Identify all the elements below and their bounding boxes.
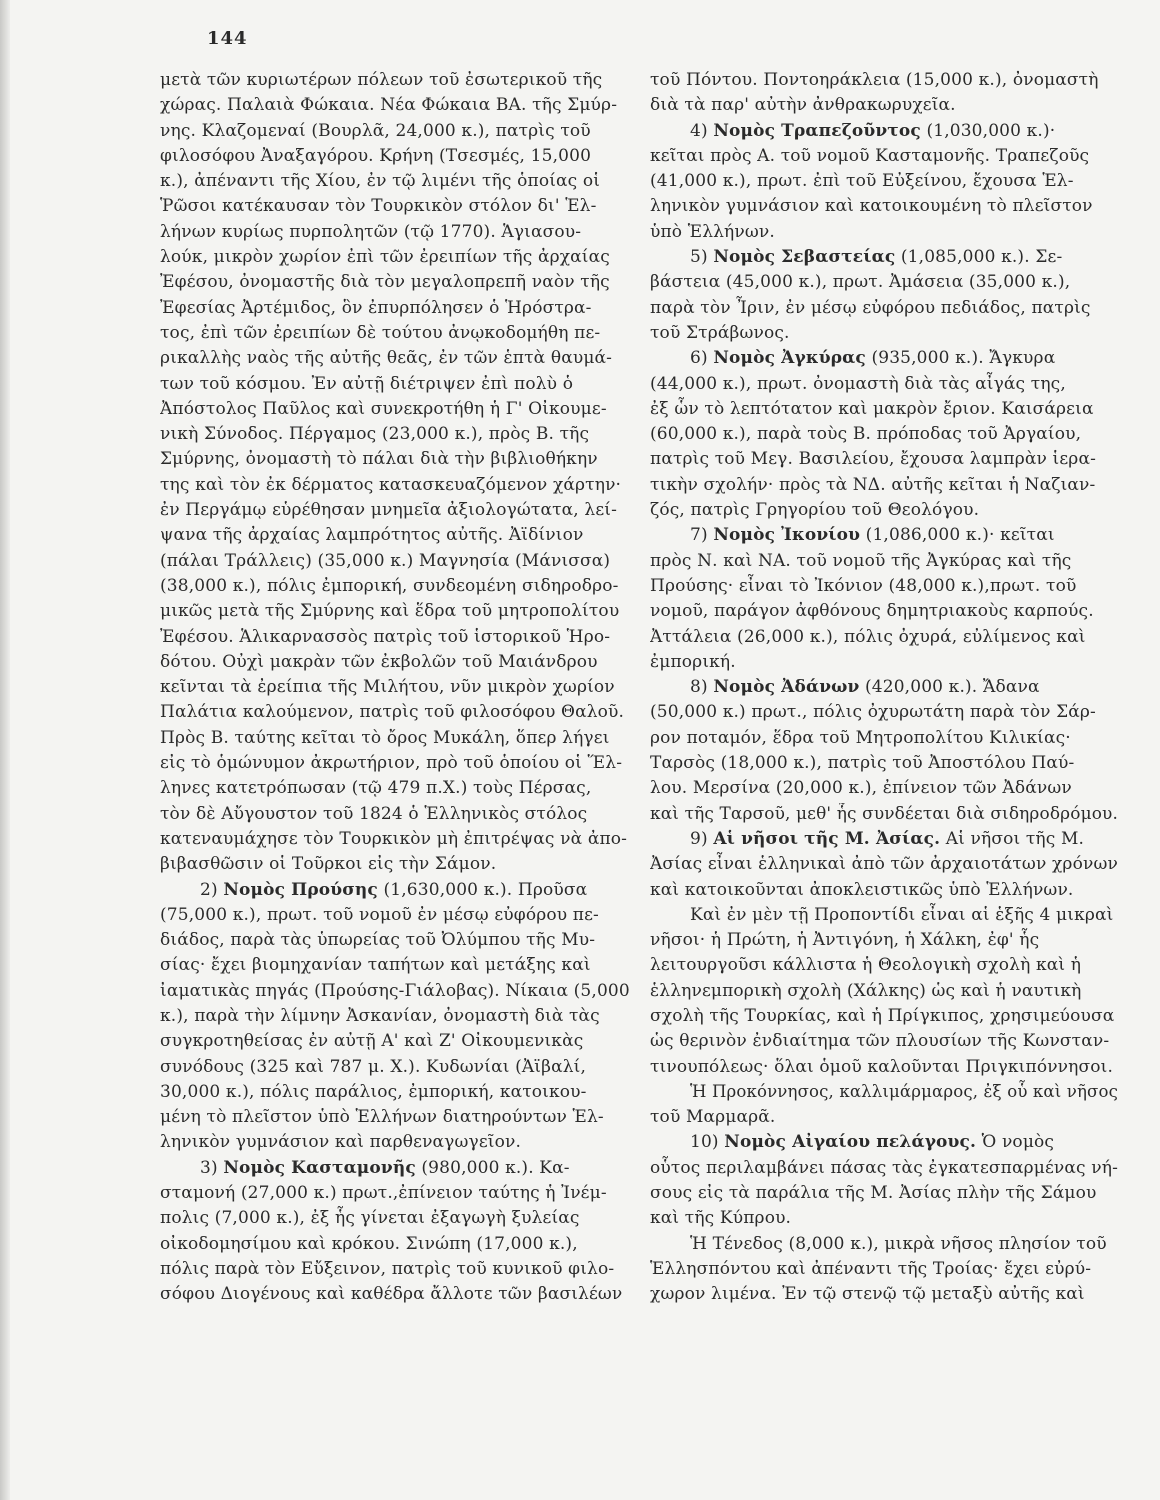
text-line	[160, 903, 632, 928]
text-line	[650, 245, 1118, 270]
text-line	[650, 296, 1118, 321]
line-text: Παλάτια καλούμενον, πατρὶς τοῦ φιλοσόφου Θαλοῦ.	[160, 702, 625, 723]
text-line	[160, 220, 632, 245]
text-line	[160, 523, 632, 548]
text-line	[650, 599, 1118, 624]
text-line	[160, 625, 632, 650]
section-heading: Νομὸς Προύσης	[223, 879, 378, 900]
text-line	[650, 574, 1118, 599]
line-text: (420,000 κ.). Ἄδανα	[859, 677, 1040, 698]
text-line	[160, 119, 632, 144]
text-line	[650, 447, 1118, 472]
line-text: Πρὸς Β. ταύτης κεῖται τὸ ὄρος Μυκάλη, ὅπερ λήγει	[160, 727, 610, 748]
text-line	[160, 1029, 632, 1054]
line-text: τὸν δὲ Αὔγουστον τοῦ 1824 ὁ Ἑλληνικὸς στόλος	[160, 803, 588, 824]
line-text: ψανα τῆς ἀρχαίας λαμπρότητος αὐτῆς. Ἀϊδίνιον	[160, 525, 584, 546]
text-line	[650, 422, 1118, 447]
text-line	[650, 1029, 1118, 1054]
line-text: βάστεια (45,000 κ.), πρωτ. Ἀμάσεια (35,000 κ.),	[650, 272, 1071, 293]
line-text: συνόδους (325 καὶ 787 μ. Χ.). Κυδωνίαι (Ἀϊβαλί,	[160, 1056, 587, 1077]
text-line	[160, 498, 632, 523]
line-text: μένη τὸ πλεῖστον ὑπὸ Ἑλλήνων διατηρούντων Ἑλ-	[160, 1107, 604, 1128]
text-line	[160, 827, 632, 852]
line-text: Ὁ νομὸς	[976, 1132, 1055, 1153]
text-line	[160, 700, 632, 725]
text-line	[160, 1105, 632, 1130]
text-line	[650, 1055, 1118, 1080]
line-text: Ἐφεσίας Ἀρτέμιδος, ὃν ἐπυρπόλησεν ὁ Ἡρόστρα-	[160, 297, 592, 318]
line-text: ἐν Περγάμῳ εὑρέθησαν μνημεῖα ἀξιολογώτατα, λεί-	[160, 500, 617, 521]
text-line	[650, 270, 1118, 295]
line-text: Ἡ Προκόννησος, καλλιμάρμαρος, ἐξ οὗ καὶ νῆσος	[690, 1081, 1118, 1102]
text-line	[160, 675, 632, 700]
text-line	[160, 1206, 632, 1231]
text-line	[650, 928, 1118, 953]
text-line	[650, 776, 1118, 801]
text-line	[650, 1130, 1118, 1155]
section-heading: Νομὸς Τραπεζοῦντος	[713, 120, 921, 141]
line-text: Ἀπόστολος Παῦλος καὶ συνεκροτήθη ἡ Γ' Οἰκουμε-	[160, 398, 607, 419]
text-line	[160, 397, 632, 422]
section-heading: Νομὸς Κασταμονῆς	[223, 1157, 416, 1178]
text-line	[160, 93, 632, 118]
text-line	[160, 473, 632, 498]
section-number: 10)	[690, 1132, 725, 1153]
line-text: διὰ τὰ παρ' αὐτὴν ἀνθρακωρυχεῖα.	[650, 95, 956, 116]
text-line	[650, 625, 1118, 650]
right-text-column	[650, 68, 1118, 1308]
line-text: διάδος, παρὰ τὰς ὑπωρείας τοῦ Ὀλύμπου τῆς Μυ-	[160, 930, 596, 951]
text-line	[160, 574, 632, 599]
text-line	[160, 68, 632, 93]
section-heading: Νομὸς Ἀγκύρας	[713, 348, 866, 369]
line-text: νῆσοι· ἡ Πρώτη, ἡ Ἀντιγόνη, ἡ Χάλκη, ἐφ' ἧς	[650, 930, 1040, 951]
line-text: τοῦ Στράβωνος.	[650, 322, 790, 343]
line-text: νης. Κλαζομεναί (Βουρλᾶ, 24,000 κ.), πατρὶς τοῦ	[160, 120, 591, 141]
text-line	[650, 1206, 1118, 1231]
line-text: δότου. Οὐχὶ μακρὰν τῶν ἐκβολῶν τοῦ Μαιάνδρου	[160, 651, 598, 672]
page-binding-edge	[0, 0, 10, 1500]
text-line	[160, 1004, 632, 1029]
section-heading: Νομὸς Ἰκονίου	[713, 525, 861, 546]
line-text: (41,000 κ.), πρωτ. ἐπὶ τοῦ Εὐξείνου, ἔχουσα Ἑλ-	[650, 171, 1074, 192]
line-text: ρικαλλὴς ναὸς τῆς αὐτῆς θεᾶς, ἐν τῶν ἑπτὰ θαυμά-	[160, 348, 613, 369]
text-line	[160, 599, 632, 624]
section-heading: Αἱ νῆσοι τῆς Μ. Ἀσίας.	[713, 828, 941, 849]
line-text: ὡς θερινὸν ἐνδιαίτημα τῶν πλουσίων τῆς Κωνσταν-	[650, 1031, 1110, 1052]
text-line	[650, 953, 1118, 978]
section-number: 8)	[690, 677, 714, 698]
line-text: ἑλληνεμπορικὴ σχολὴ (Χάλκης) ὡς καὶ ἡ ναυτικὴ	[650, 980, 1082, 1001]
text-line	[160, 549, 632, 574]
line-text: κεῖται πρὸς Α. τοῦ νομοῦ Κασταμονῆς. Τραπεζοῦς	[650, 145, 1090, 166]
line-text: σχολὴ τῆς Τουρκίας, καὶ ἡ Πρίγκιπος, χρησιμεύουσα	[650, 1005, 1115, 1026]
text-line	[650, 726, 1118, 751]
line-text: οἰκοδομησίμου καὶ κρόκου. Σινώπη (17,000 κ.),	[160, 1233, 578, 1254]
text-line	[650, 1080, 1118, 1105]
text-line	[650, 675, 1118, 700]
page-number: 144	[207, 28, 248, 49]
text-line	[160, 953, 632, 978]
line-text: λήνων κυρίως πυρπολητῶν (τῷ 1770). Ἁγιασου-	[160, 221, 582, 242]
line-text: καὶ τῆς Ταρσοῦ, μεθ' ἧς συνδέεται διὰ σιδηροδρόμου.	[650, 803, 1118, 824]
line-text: ληνικὸν γυμνάσιον καὶ κατοικουμένη τὸ πλεῖστον	[650, 196, 1093, 217]
text-line	[650, 1156, 1118, 1181]
text-line	[160, 169, 632, 194]
line-text: βιβασθῶσιν οἱ Τοῦρκοι εἰς τὴν Σάμον.	[160, 854, 497, 875]
line-text: κ.), παρὰ τὴν λίμνην Ἀσκανίαν, ὀνομαστὴ διὰ τὰς	[160, 1005, 600, 1026]
text-line	[650, 1282, 1118, 1307]
text-line	[160, 1130, 632, 1155]
text-line	[650, 1181, 1118, 1206]
line-text: μικῶς μετὰ τῆς Σμύρνης καὶ ἕδρα τοῦ μητροπολίτου	[160, 601, 620, 622]
text-line	[650, 878, 1118, 903]
line-text: πόλις παρὰ τὸν Εὔξεινον, πατρὶς τοῦ κυνικοῦ φιλο-	[160, 1258, 615, 1279]
text-line	[650, 802, 1118, 827]
text-line	[160, 650, 632, 675]
line-text: Ἐφέσου, ὀνομαστῆς διὰ τὸν μεγαλοπρεπῆ ναὸν τῆς	[160, 272, 610, 293]
line-text: Ἡ Τένεδος (8,000 κ.), μικρὰ νῆσος πλησίον τοῦ	[690, 1233, 1107, 1254]
line-text: (1,085,000 κ.). Σε-	[895, 247, 1063, 268]
text-line	[650, 523, 1118, 548]
line-text: (50,000 κ.) πρωτ., πόλις ὀχυρωτάτη παρὰ τὸν Σάρ-	[650, 702, 1096, 723]
line-text: καὶ κατοικοῦνται ἀποκλειστικῶς ὑπὸ Ἑλλήνων.	[650, 879, 1074, 900]
line-text: σταμονή (27,000 κ.) πρωτ.,ἐπίνειον ταύτης ἡ Ἰνέμ-	[160, 1183, 607, 1204]
left-text-column	[160, 68, 632, 1308]
text-line	[650, 473, 1118, 498]
text-line	[160, 852, 632, 877]
section-number: 6)	[690, 348, 714, 369]
text-line	[650, 194, 1118, 219]
line-text: ἰαματικὰς πηγάς (Προύσης-Γιάλοβας). Νίκαια (5,000	[160, 980, 630, 1001]
text-line	[650, 700, 1118, 725]
text-line	[160, 422, 632, 447]
text-line	[650, 119, 1118, 144]
section-number: 7)	[690, 525, 714, 546]
text-line	[650, 549, 1118, 574]
section-heading: Νομὸς Ἀδάνων	[713, 677, 860, 698]
text-line	[650, 979, 1118, 1004]
line-text: (60,000 κ.), παρὰ τοὺς Β. πρόποδας τοῦ Ἀργαίου,	[650, 424, 1082, 445]
line-text: λου. Μερσίνα (20,000 κ.), ἐπίνειον τῶν Ἀδάνων	[650, 778, 1072, 799]
line-text: χωρον λιμένα. Ἐν τῷ στενῷ τῷ μεταξὺ αὐτῆς καὶ	[650, 1284, 1085, 1305]
text-line	[160, 1181, 632, 1206]
text-line	[160, 194, 632, 219]
text-line	[650, 498, 1118, 523]
text-line	[160, 878, 632, 903]
line-text: καὶ τῆς Κύπρου.	[650, 1208, 792, 1229]
line-text: (38,000 κ.), πόλις ἐμπορική, συνδεομένη σιδηροδρο-	[160, 575, 619, 596]
line-text: (πάλαι Τράλλεις) (35,000 κ.) Μαγνησία (Μάνισσα)	[160, 550, 611, 571]
line-text: κεῖνται τὰ ἐρείπια τῆς Μιλήτου, νῦν μικρὸν χωρίον	[160, 677, 615, 698]
text-line	[160, 1055, 632, 1080]
line-text: (1,630,000 κ.). Προῦσα	[377, 879, 588, 900]
line-text: πατρὶς τοῦ Μεγ. Βασιλείου, ἔχουσα λαμπρὰν ἱερα-	[650, 449, 1096, 470]
line-text: ληνες κατετρόπωσαν (τῷ 479 π.Χ.) τοὺς Πέρσας,	[160, 778, 592, 799]
line-text: χώρας. Παλαιὰ Φώκαια. Νέα Φώκαια ΒΑ. τῆς Σμύρ-	[160, 95, 618, 116]
line-text: τος, ἐπὶ τῶν ἐρειπίων δὲ τούτου ἀνῳκοδομήθη πε-	[160, 322, 601, 343]
text-line	[650, 220, 1118, 245]
text-line	[160, 270, 632, 295]
line-text: ρον ποταμόν, ἕδρα τοῦ Μητροπολίτου Κιλικίας·	[650, 727, 1071, 748]
text-line	[650, 1105, 1118, 1130]
line-text: φιλοσόφου Ἀναξαγόρου. Κρήνη (Τσεσμές, 15,000	[160, 145, 592, 166]
section-number: 9)	[690, 828, 714, 849]
line-text: ληνικὸν γυμνάσιον καὶ παρθεναγωγεῖον.	[160, 1132, 522, 1153]
line-text: πρὸς Ν. καὶ ΝΑ. τοῦ νομοῦ τῆς Ἀγκύρας καὶ τῆς	[650, 550, 1072, 571]
line-text: συγκροτηθείσας ἐν αὐτῇ Α' καὶ Ζ' Οἰκουμενικὰς	[160, 1031, 584, 1052]
text-line	[650, 827, 1118, 852]
line-text: ἐμπορική.	[650, 651, 736, 672]
text-line	[160, 372, 632, 397]
text-line	[160, 1080, 632, 1105]
line-text: λούκ, μικρὸν χωρίον ἐπὶ τῶν ἐρειπίων τῆς ἀρχαίας	[160, 247, 610, 268]
line-text: τοῦ Μαρμαρᾶ.	[650, 1107, 776, 1128]
line-text: παρὰ τὸν Ἶριν, ἐν μέσῳ εὐφόρου πεδιάδος, πατρὶς	[650, 297, 1091, 318]
line-text: Αἱ νῆσοι τῆς Μ.	[940, 828, 1085, 849]
text-line	[650, 144, 1118, 169]
text-line	[160, 802, 632, 827]
text-line	[160, 245, 632, 270]
line-text: (980,000 κ.). Κα-	[415, 1157, 570, 1178]
line-text: (1,030,000 κ.)·	[920, 120, 1056, 141]
section-number: 4)	[690, 120, 714, 141]
line-text: Ταρσὸς (18,000 κ.), πατρὶς τοῦ Ἀποστόλου Παύ-	[650, 753, 1075, 774]
line-text: κατεναυμάχησε τὸν Τουρκικὸν μὴ ἐπιτρέψας νὰ ἀπο-	[160, 828, 628, 849]
text-line	[160, 776, 632, 801]
line-text: σίας· ἔχει βιομηχανίαν ταπήτων καὶ μετάξης καὶ	[160, 955, 591, 976]
line-text: ἐξ ὧν τὸ λεπτότατον καὶ μακρὸν ἔριον. Καισάρεια	[650, 398, 1094, 419]
text-line	[160, 1282, 632, 1307]
text-line	[160, 346, 632, 371]
line-text: (44,000 κ.), πρωτ. ὀνομαστὴ διὰ τὰς αἶγάς της,	[650, 373, 1066, 394]
text-line	[650, 346, 1118, 371]
line-text: πολις (7,000 κ.), ἐξ ἧς γίνεται ἐξαγωγὴ ξυλείας	[160, 1208, 580, 1229]
line-text: της καὶ τὸν ἐκ δέρματος κατασκευαζόμενον χάρτην·	[160, 474, 622, 495]
line-text: (935,000 κ.). Ἄγκυρα	[865, 348, 1056, 369]
text-line	[160, 296, 632, 321]
text-line	[160, 447, 632, 472]
line-text: Σμύρνης, ὀνομαστὴ τὸ πάλαι διὰ τὴν βιβλιοθήκην	[160, 449, 598, 470]
text-line	[160, 1232, 632, 1257]
text-line	[160, 928, 632, 953]
text-line	[650, 1004, 1118, 1029]
section-heading: Νομὸς Σεβαστείας	[713, 247, 896, 268]
line-text: οὗτος περιλαμβάνει πάσας τὰς ἐγκατεσπαρμένας νή-	[650, 1157, 1118, 1178]
section-number: 5)	[690, 247, 714, 268]
line-text: 30,000 κ.), πόλις παράλιος, ἐμπορική, κατοικου-	[160, 1081, 587, 1102]
line-text: εἰς τὸ ὁμώνυμον ἀκρωτήριον, πρὸ τοῦ ὁποίου οἱ Ἕλ-	[160, 753, 623, 774]
text-line	[650, 169, 1118, 194]
line-text: Ἐφέσου. Ἁλικαρνασσὸς πατρὶς τοῦ ἱστορικοῦ Ἡρο-	[160, 626, 611, 647]
text-line	[650, 650, 1118, 675]
line-text: Ἀττάλεια (26,000 κ.), πόλις ὀχυρά, εὐλίμενος καὶ	[650, 626, 1086, 647]
text-line	[160, 321, 632, 346]
text-line	[650, 852, 1118, 877]
line-text: των τοῦ κόσμου. Ἐν αὐτῇ διέτριψεν ἐπὶ πολὺ ὁ	[160, 373, 574, 394]
text-line	[650, 397, 1118, 422]
text-line	[650, 1232, 1118, 1257]
text-line	[160, 1156, 632, 1181]
line-text: ὑπὸ Ἑλλήνων.	[650, 221, 775, 242]
text-line	[650, 93, 1118, 118]
text-line	[160, 979, 632, 1004]
text-line	[650, 68, 1118, 93]
text-line	[650, 372, 1118, 397]
text-line	[650, 751, 1118, 776]
text-line	[650, 903, 1118, 928]
line-text: Καὶ ἐν μὲν τῇ Προποντίδι εἶναι αἱ ἑξῆς 4 μικραὶ	[690, 904, 1114, 925]
section-number: 3)	[200, 1157, 224, 1178]
text-line	[160, 751, 632, 776]
line-text: (1,086,000 κ.)· κεῖται	[860, 525, 1055, 546]
line-text: Ἑλλησπόντου καὶ ἀπέναντι τῆς Τροίας· ἔχει εὐρύ-	[650, 1258, 1092, 1279]
line-text: (75,000 κ.), πρωτ. τοῦ νομοῦ ἐν μέσῳ εὐφόρου πε-	[160, 904, 599, 925]
line-text: κ.), ἀπέναντι τῆς Χίου, ἐν τῷ λιμένι τῆς ὁποίας οἱ	[160, 171, 601, 192]
line-text: σους εἰς τὰ παράλια τῆς Μ. Ἀσίας πλὴν τῆς Σάμου	[650, 1183, 1097, 1204]
line-text: λειτουργοῦσι κάλλιστα ἡ Θεολογικὴ σχολὴ καὶ ἡ	[650, 955, 1082, 976]
line-text: τινουπόλεως· ὅλαι ὁμοῦ καλοῦνται Πριγκιπόννησοι.	[650, 1056, 1114, 1077]
section-heading: Νομὸς Αἰγαίου πελάγους.	[724, 1132, 977, 1153]
line-text: νικὴ Σύνοδος. Πέργαμος (23,000 κ.), πρὸς Β. τῆς	[160, 424, 590, 445]
line-text: τοῦ Πόντου. Ποντοηράκλεια (15,000 κ.), ὀνομαστὴ	[650, 70, 1099, 90]
line-text: Προύσης· εἶναι τὸ Ἰκόνιον (48,000 κ.),πρωτ. τοῦ	[650, 575, 1077, 596]
line-text: Ῥῶσοι κατέκαυσαν τὸν Τουρκικὸν στόλον δι' Ἑλ-	[160, 196, 597, 217]
line-text: τικὴν σχολήν· πρὸς τὰ ΝΔ. αὐτῆς κεῖται ἡ Ναζιαν-	[650, 474, 1096, 495]
text-line	[650, 321, 1118, 346]
text-line	[160, 1257, 632, 1282]
text-line	[160, 144, 632, 169]
text-line	[650, 1257, 1118, 1282]
line-text: Ἀσίας εἶναι ἑλληνικαὶ ἀπὸ τῶν ἀρχαιοτάτων χρόνων	[650, 854, 1118, 875]
line-text: σόφου Διογένους καὶ καθέδρα ἄλλοτε τῶν βασιλέων	[160, 1284, 623, 1305]
text-line	[160, 726, 632, 751]
line-text: μετὰ τῶν κυριωτέρων πόλεων τοῦ ἐσωτερικοῦ τῆς	[160, 70, 603, 90]
section-number: 2)	[200, 879, 224, 900]
line-text: ζός, πατρὶς Γρηγορίου τοῦ Θεολόγου.	[650, 500, 980, 521]
line-text: νομοῦ, παράγον ἀφθόνους δημητριακοὺς καρπούς.	[650, 601, 1094, 622]
